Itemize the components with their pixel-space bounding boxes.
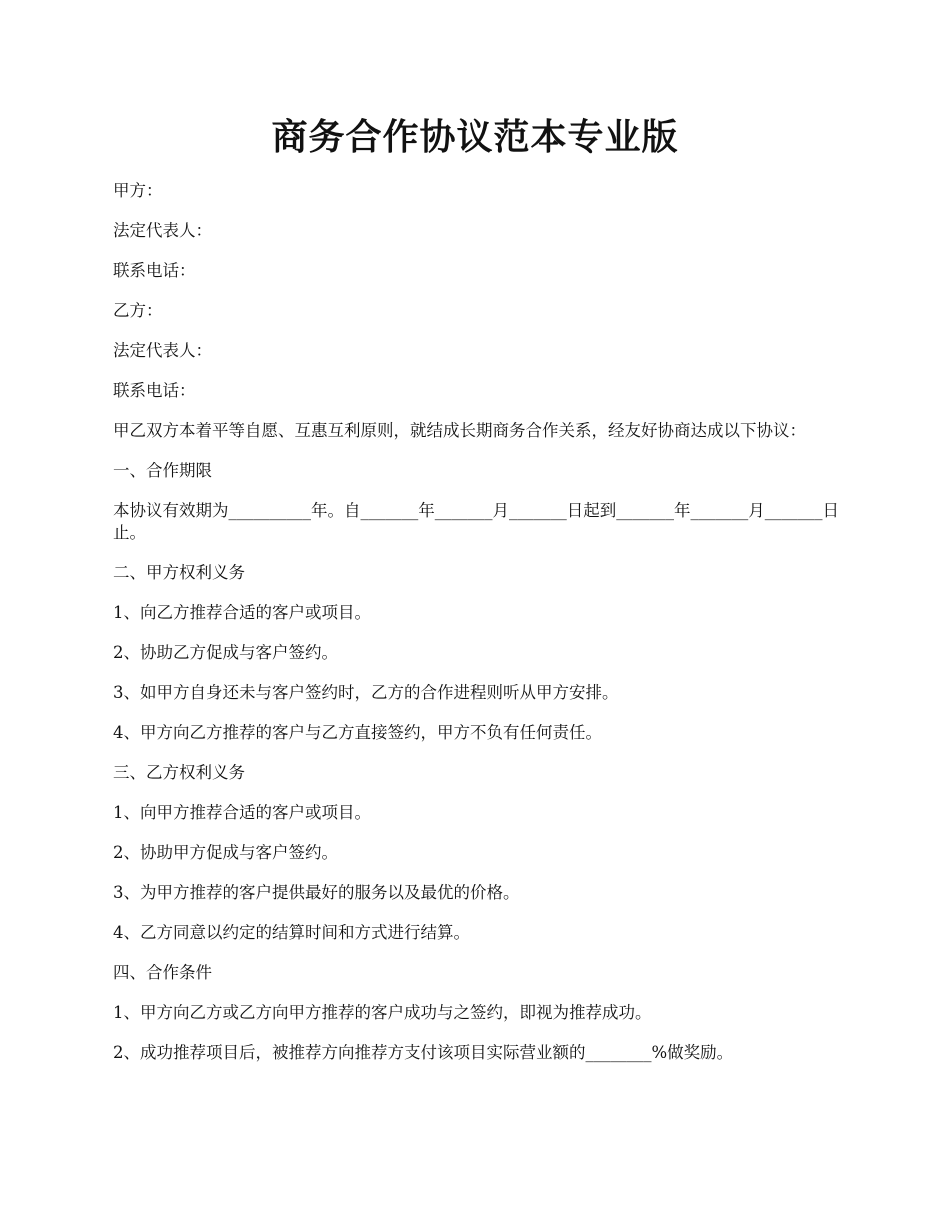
condition-clause-1: 1、甲方向乙方或乙方向甲方推荐的客户成功与之签约，即视为推荐成功。 xyxy=(113,1003,652,1022)
party-a-label: 甲方： xyxy=(113,181,163,200)
party-a-clause-2: 2、协助乙方促成与客户签约。 xyxy=(113,643,338,662)
section-heading-party-a: 二、甲方权利义务 xyxy=(113,563,245,582)
party-b-clause-4: 4、乙方同意以约定的结算时间和方式进行结算。 xyxy=(113,923,470,942)
party-a-clause-3: 3、如甲方自身还未与客户签约时，乙方的合作进程则听从甲方安排。 xyxy=(113,683,619,702)
party-b-clause-3: 3、为甲方推荐的客户提供最好的服务以及最优的价格。 xyxy=(113,883,520,902)
party-b-phone: 联系电话： xyxy=(113,381,196,400)
party-b-clause-2: 2、协助甲方促成与客户签约。 xyxy=(113,843,338,862)
section-heading-term: 一、合作期限 xyxy=(113,461,212,480)
document-title: 商务合作协议范本专业版 xyxy=(271,116,679,158)
section-heading-conditions: 四、合作条件 xyxy=(113,963,212,982)
party-b-label: 乙方： xyxy=(113,301,163,320)
term-clause: 本协议有效期为__________年。自_______年_______月_______日起到_______年_______月_______日止。 xyxy=(113,501,839,542)
party-b-representative: 法定代表人： xyxy=(113,341,212,360)
section-heading-party-b: 三、乙方权利义务 xyxy=(113,763,245,782)
party-a-phone: 联系电话： xyxy=(113,261,196,280)
party-a-representative: 法定代表人： xyxy=(113,221,212,240)
party-a-clause-1: 1、向乙方推荐合适的客户或项目。 xyxy=(113,603,371,622)
party-b-clause-1: 1、向甲方推荐合适的客户或项目。 xyxy=(113,803,371,822)
condition-clause-2: 2、成功推荐项目后，被推荐方向推荐方支付该项目实际营业额的________%做奖励。 xyxy=(113,1043,734,1062)
preamble: 甲乙双方本着平等自愿、互惠互利原则，就结成长期商务合作关系，经友好协商达成以下协议： xyxy=(113,421,806,440)
party-a-clause-4: 4、甲方向乙方推荐的客户与乙方直接签约，甲方不负有任何责任。 xyxy=(113,723,602,742)
document-body xyxy=(113,180,843,1082)
